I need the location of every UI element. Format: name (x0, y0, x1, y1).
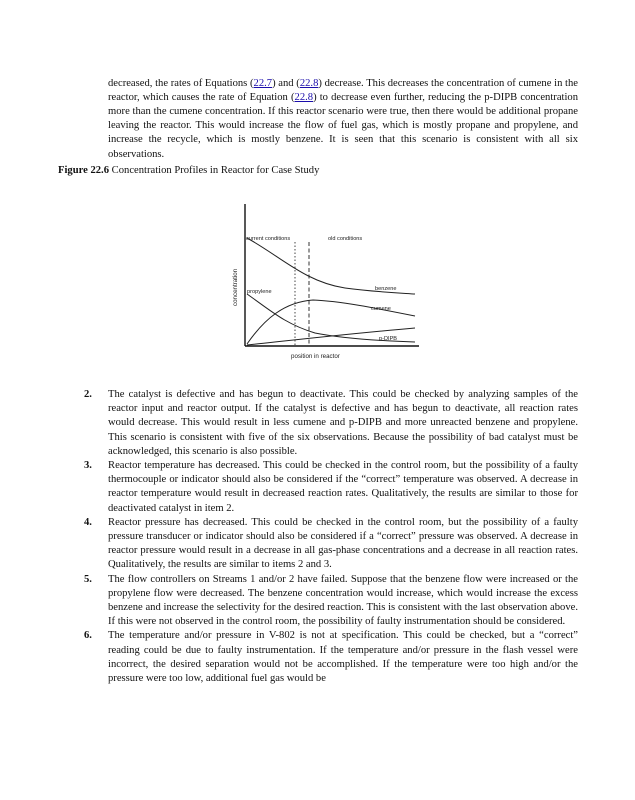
list-item (84, 516, 578, 573)
list-item-number: 6. (84, 630, 92, 642)
current-conditions-label: current conditions (246, 236, 291, 242)
equation-link-22-8-second[interactable]: 22.8 (294, 91, 314, 103)
intro-paragraph (108, 77, 578, 162)
list-item (84, 388, 578, 459)
equation-link-22-7[interactable]: 22.7 (253, 77, 273, 89)
list-item-text: The flow controllers on Streams 1 and/or 2 have failed. Suppose that the benzene flow were increased or the propylene flow were decreased. The benzene concentration would increase, which would increase the excess benzene and increase the selectivity for the desired reaction. This is consistent with the last observation above. If this were not observed in the control room, the possibility of faulty instrumentation should be considered. (108, 573, 578, 628)
propylene-label: propylene (247, 289, 272, 295)
list-item (84, 573, 578, 630)
list-item-text: The catalyst is defective and has begun to deactivate. This could be checked by analyzing samples of the reactor input and reactor output. If the catalyst is defective and has begun to deactivate, all reaction rates would decrease. This would result in less cumene and p-DIPB and more unreacted benzene and propylene. This scenario is consistent with five of the six observations. Because the possibility of bad catalyst must be acknowledged, this scenario is also possible. (108, 389, 578, 457)
y-axis-label: concentration (232, 268, 239, 306)
benzene-label: benzene (375, 286, 397, 292)
figure-caption (58, 164, 319, 178)
scenario-list (84, 388, 578, 686)
list-item (84, 629, 578, 686)
intro-text-1: decreased, the rates of Equations ( (108, 77, 254, 89)
figure-caption-text: Concentration Profiles in Reactor for Case Study (109, 165, 320, 176)
list-item-number: 3. (84, 460, 92, 472)
intro-text-4: ) to decrease even further, reducing the p-DIPB concentration more than the cumene concentration. If this reactor scenario were true, then there would be additional propane leaving the reactor. This would increase the flow of fuel gas, which is mostly propane and propylene, and increase the recycle, which is mostly benzene. It is seen that this scenario is consistent with all six observations. (108, 91, 579, 160)
cumene-label: cumene (371, 306, 391, 312)
intro-text-3: ) decrease. This decreases the concentration of cumene in the reactor, which causes the rate of Equation ( (108, 77, 579, 103)
x-axis-label: position in reactor (291, 353, 340, 360)
list-item-number: 4. (84, 516, 92, 528)
old-conditions-label: old conditions (328, 236, 363, 242)
list-item-number: 2. (84, 389, 92, 400)
equation-link-22-8[interactable]: 22.8 (299, 77, 319, 89)
list-item-text: The temperature and/or pressure in V-802 is not at specification. This could be checked, but a “correct” reading could be due to faulty instrumentation. If the temperature and/or pressure in the flash vessel were incorrect, the desired separation would not be accomplished. If the temperature were too high and/or the pressure were too low, additional fuel gas would be (108, 630, 578, 685)
figure-label: Figure 22.6 (58, 165, 110, 176)
concentration-profile-figure (225, 198, 425, 366)
list-item-text: Reactor pressure has decreased. This could be checked in the control room, but the possibility of a faulty pressure transducer or indicator should also be considered if a “correct” pressure was observed. A decrease in reactor pressure would result in a decrease in all gas-phase concentrations and a decrease in all reaction rates. Qualitatively, the results are similar to items 2 and 3. (108, 516, 578, 571)
p-dipb-label: p-DIPB (379, 336, 398, 342)
concentration-profile-svg (225, 198, 425, 366)
intro-text-2: ) and ( (272, 77, 300, 89)
list-item-text: Reactor temperature has decreased. This could be checked in the control room, but the possibility of a faulty thermocouple or indicator should also be considered if the “correct” temperature was observed. A decrease in reactor temperature would result in decreased reaction rates. Qualitatively, the results are similar to those for deactivated catalyst in item 2. (108, 460, 578, 514)
list-item-number: 5. (84, 573, 92, 585)
list-item (84, 459, 578, 516)
